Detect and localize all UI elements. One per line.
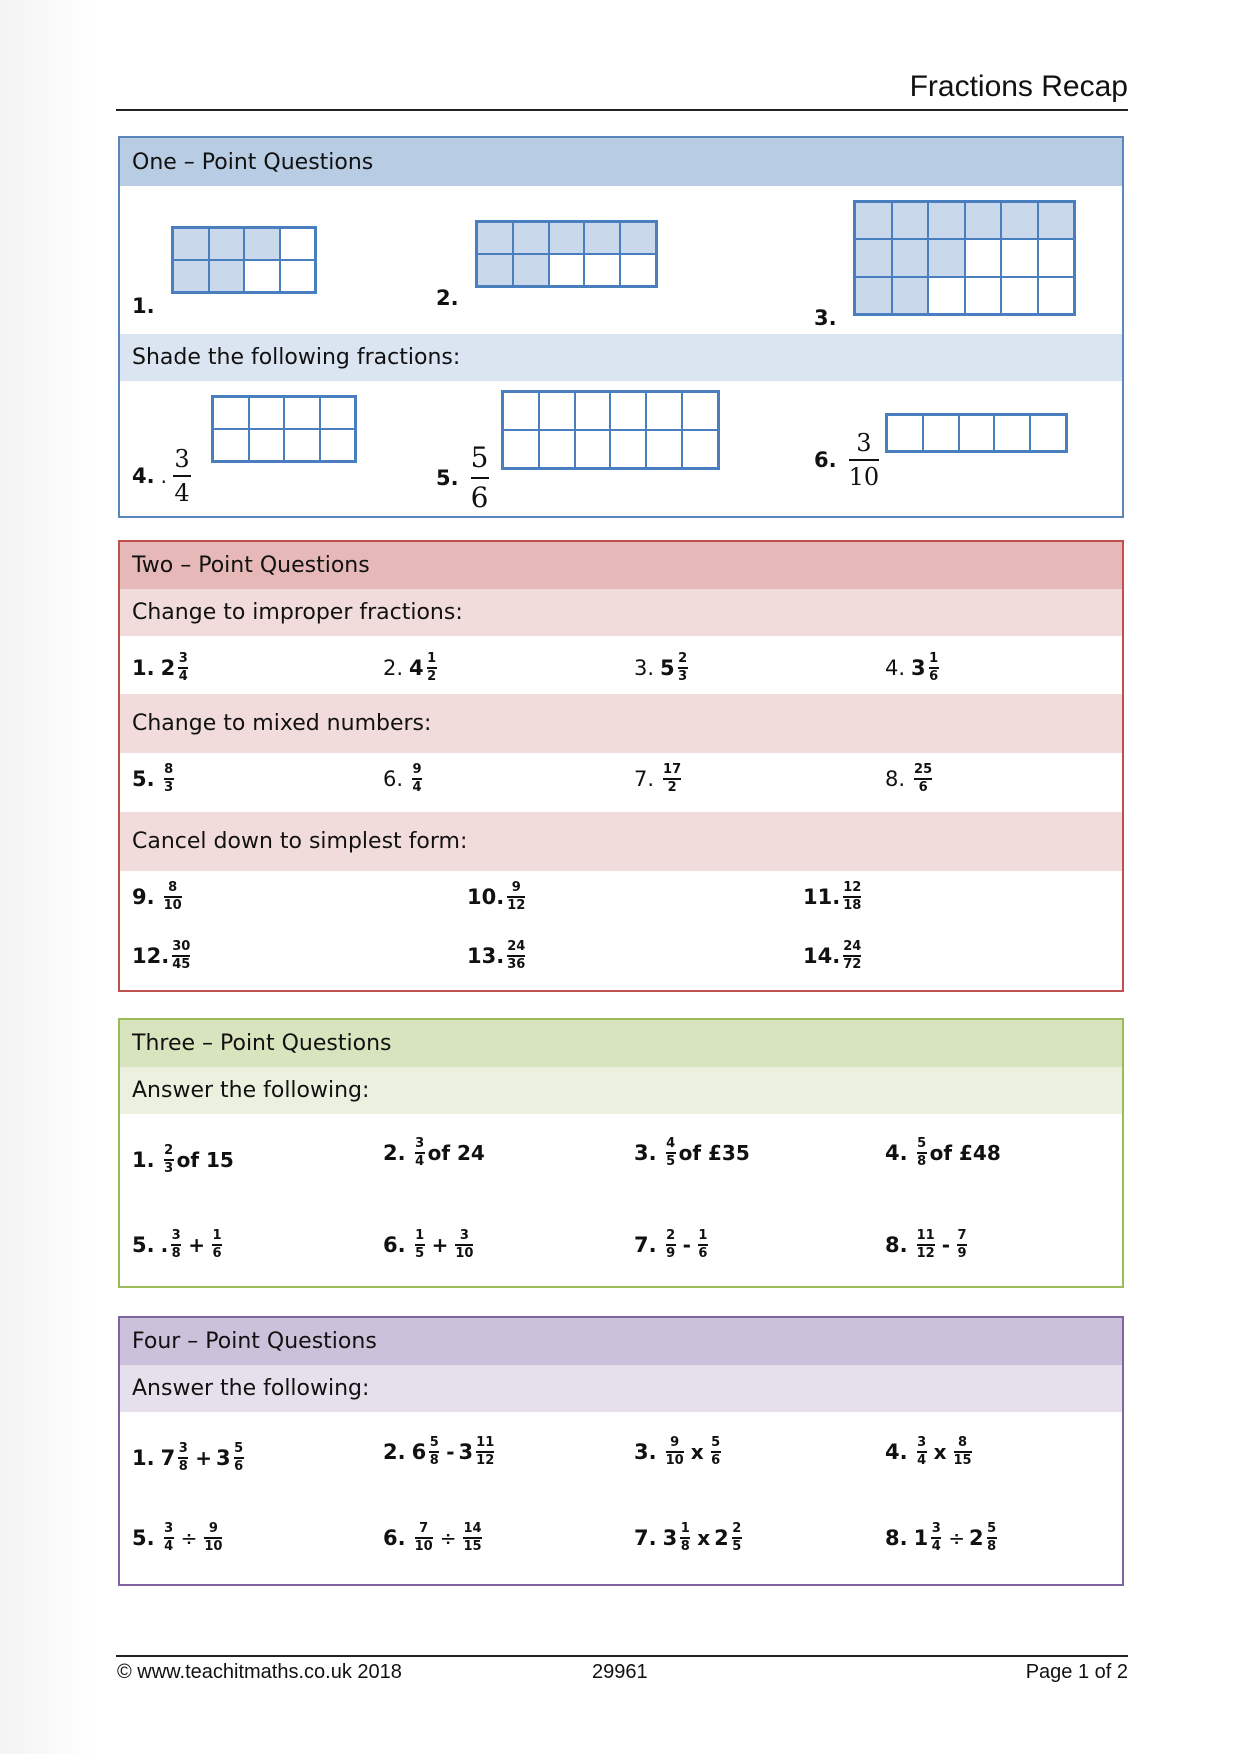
question-3 <box>814 306 843 330</box>
denominator: 4 <box>415 1153 425 1169</box>
denominator: 6 <box>918 779 928 795</box>
denominator: 12 <box>916 1245 935 1261</box>
question-number: 6. <box>383 1525 406 1550</box>
question-1 <box>132 1144 234 1176</box>
question-8 <box>885 763 935 795</box>
question-6 <box>383 1522 485 1554</box>
fraction <box>666 1229 676 1261</box>
question-10 <box>467 881 528 913</box>
instruction-text: Change to improper fractions: <box>132 600 463 625</box>
question-14 <box>803 940 864 972</box>
fraction <box>917 1436 927 1468</box>
denominator: 10 <box>204 1538 223 1554</box>
whole-part: 2 <box>160 655 176 680</box>
question-13 <box>467 940 528 972</box>
numerator: 2 <box>732 1521 742 1536</box>
question-number: 2. <box>383 655 404 680</box>
section-title: One – Point Questions <box>132 149 374 175</box>
numerator: 2 <box>164 1143 174 1158</box>
question-number: 3. <box>634 655 655 680</box>
prefix-dot: . <box>160 463 167 488</box>
question-7 <box>634 763 684 795</box>
numerator: 4 <box>666 1136 676 1151</box>
fraction <box>698 1229 708 1261</box>
fraction <box>427 652 437 684</box>
fraction <box>429 1436 439 1468</box>
numerator: 9 <box>511 880 521 895</box>
fraction <box>732 1522 742 1554</box>
operator: ÷ <box>439 1525 457 1550</box>
fraction <box>678 652 688 684</box>
fraction <box>415 1137 425 1169</box>
header-divider <box>116 109 1128 111</box>
two-point-section <box>118 540 1124 992</box>
question-number: 5. <box>132 1232 155 1257</box>
fraction-grid-q6 <box>885 413 1068 453</box>
section-title: Four – Point Questions <box>132 1329 377 1354</box>
denominator: 36 <box>507 956 526 972</box>
fraction <box>843 881 861 913</box>
numerator: 25 <box>914 762 933 777</box>
whole-part: 7 <box>160 1445 176 1470</box>
operator: x <box>933 1439 947 1464</box>
fraction-grid-q1 <box>171 226 317 294</box>
fraction <box>463 1522 481 1554</box>
question-2 <box>436 286 465 310</box>
numerator: 3 <box>917 1435 927 1450</box>
question-9 <box>132 881 185 913</box>
denominator: 15 <box>463 1538 482 1554</box>
question-number: 1. <box>132 1147 155 1172</box>
question-tail: of £48 <box>929 1140 1001 1165</box>
instruction-text: Shade the following fractions: <box>132 345 461 370</box>
fraction <box>914 763 932 795</box>
question-1 <box>132 1442 247 1474</box>
footer-divider <box>116 1655 1128 1657</box>
question-3 <box>634 1436 724 1468</box>
question-5 <box>132 763 177 795</box>
denominator: 10 <box>848 462 880 491</box>
question-6 <box>383 763 425 795</box>
denominator: 6 <box>698 1245 708 1261</box>
denominator: 5 <box>666 1153 676 1169</box>
question-1 <box>132 294 161 318</box>
numerator: 3 <box>171 1228 181 1243</box>
numerator: 1 <box>427 651 437 666</box>
improper-instruction-band <box>120 589 1122 636</box>
question-tail: of 15 <box>176 1147 234 1172</box>
numerator: 24 <box>507 939 526 954</box>
denominator: 18 <box>843 897 862 913</box>
numerator: 1 <box>698 1228 708 1243</box>
page-edge-shadow <box>0 0 96 1754</box>
question-number: 1. <box>132 1445 155 1470</box>
denominator: 8 <box>917 1153 927 1169</box>
question-number: 5. <box>436 465 459 490</box>
whole-part: 3 <box>458 1439 474 1464</box>
fraction <box>666 1436 684 1468</box>
fraction <box>666 1137 676 1169</box>
denominator: 8 <box>178 1458 188 1474</box>
instruction-text: Answer the following: <box>132 1078 370 1103</box>
question-number: 9. <box>132 884 155 909</box>
numerator: 1 <box>680 1521 690 1536</box>
question-number: 2. <box>436 286 459 310</box>
numerator: 3 <box>178 1441 188 1456</box>
denominator: 10 <box>665 1452 684 1468</box>
whole-part: 3 <box>662 1525 678 1550</box>
question-2 <box>383 1137 485 1169</box>
question-number: 5. <box>132 1525 155 1550</box>
operator: + <box>431 1232 449 1257</box>
denominator: 12 <box>507 897 526 913</box>
question-5 <box>436 442 495 514</box>
question-number: 7. <box>634 1525 657 1550</box>
question-6 <box>814 430 885 490</box>
fraction <box>507 881 525 913</box>
question-tail: of 24 <box>427 1140 485 1165</box>
numerator: 5 <box>711 1435 721 1450</box>
question-number: 2. <box>383 1439 406 1464</box>
fraction <box>929 652 939 684</box>
whole-part: 1 <box>913 1525 929 1550</box>
fraction-grid-q3 <box>853 200 1076 316</box>
operator: - <box>941 1232 950 1257</box>
numerator: 1 <box>212 1228 222 1243</box>
numerator: 8 <box>164 762 174 777</box>
denominator: 72 <box>843 956 862 972</box>
question-number: 6. <box>814 447 837 472</box>
question-6 <box>383 1229 476 1261</box>
denominator: 6 <box>234 1458 244 1474</box>
question-5 <box>132 1522 225 1554</box>
question-2 <box>383 652 440 684</box>
question-number: 3. <box>634 1140 657 1165</box>
instruction-text: Change to mixed numbers: <box>132 711 432 736</box>
question-11 <box>803 881 864 913</box>
question-number: 6. <box>383 766 404 791</box>
numerator: 5 <box>917 1136 927 1151</box>
question-number: 4. <box>132 463 155 488</box>
question-number: 8. <box>885 1525 908 1550</box>
question-number: 14. <box>803 943 841 968</box>
fraction <box>917 1229 935 1261</box>
fraction <box>412 763 422 795</box>
denominator: 10 <box>414 1538 433 1554</box>
numerator: 3 <box>415 1136 425 1151</box>
fraction <box>164 881 182 913</box>
three-point-header <box>120 1020 1122 1067</box>
question-number: 8. <box>885 766 906 791</box>
whole-part: 4 <box>409 655 424 680</box>
three-point-section <box>118 1018 1124 1288</box>
numerator: 8 <box>958 1435 968 1450</box>
whole-part: 3 <box>911 655 926 680</box>
operator: x <box>697 1525 711 1550</box>
question-5 <box>132 1229 225 1261</box>
operator: ÷ <box>948 1525 965 1550</box>
question-number: 4. <box>885 655 906 680</box>
numerator: 5 <box>234 1441 244 1456</box>
denominator: 3 <box>678 668 688 684</box>
operator: x <box>690 1439 704 1464</box>
question-4 <box>885 1137 1001 1169</box>
fraction <box>171 1229 181 1261</box>
numerator: 1 <box>929 651 939 666</box>
operator: ÷ <box>180 1525 198 1550</box>
fraction <box>178 1442 188 1474</box>
denominator: 10 <box>455 1245 474 1261</box>
mixed-instruction-band <box>120 694 1122 753</box>
footer-resource-code: 29961 <box>592 1661 648 1683</box>
question-7 <box>634 1522 745 1554</box>
denominator: 9 <box>666 1245 676 1261</box>
numerator: 9 <box>412 762 422 777</box>
one-point-header <box>120 138 1122 186</box>
question-number: 4. <box>885 1140 908 1165</box>
numerator: 14 <box>463 1521 482 1536</box>
denominator: 4 <box>412 779 422 795</box>
denominator: 15 <box>953 1452 972 1468</box>
question-number: 10. <box>467 884 505 909</box>
fraction <box>415 1522 433 1554</box>
denominator: 6 <box>929 668 939 684</box>
denominator: 5 <box>415 1245 425 1261</box>
fraction <box>415 1229 425 1261</box>
denominator: 4 <box>931 1538 941 1554</box>
whole-part: 6 <box>411 1439 427 1464</box>
question-12 <box>132 940 193 972</box>
numerator: 11 <box>476 1435 495 1450</box>
section-title: Two – Point Questions <box>132 553 370 578</box>
question-number: 2. <box>383 1140 406 1165</box>
whole-part: 3 <box>215 1445 231 1470</box>
numerator: 9 <box>208 1521 218 1536</box>
numerator: 2 <box>678 651 688 666</box>
numerator: 5 <box>987 1521 997 1536</box>
numerator: 3 <box>856 429 872 457</box>
one-point-section <box>118 136 1124 518</box>
numerator: 7 <box>419 1521 429 1536</box>
section-title: Three – Point Questions <box>132 1031 392 1056</box>
four-point-section <box>118 1316 1124 1586</box>
three-instruction-band <box>120 1067 1122 1114</box>
question-4 <box>885 1436 975 1468</box>
fraction <box>173 446 191 506</box>
numerator: 1 <box>415 1228 425 1243</box>
fraction <box>164 763 174 795</box>
denominator: 9 <box>957 1245 967 1261</box>
two-point-header <box>120 542 1122 589</box>
question-number: 6. <box>383 1232 406 1257</box>
operator: + <box>188 1232 205 1257</box>
denominator: 4 <box>917 1452 927 1468</box>
whole-part: 5 <box>660 655 675 680</box>
numerator: 12 <box>843 880 862 895</box>
fraction <box>931 1522 941 1554</box>
denominator: 10 <box>163 897 182 913</box>
operator: - <box>682 1232 691 1257</box>
fraction <box>178 652 188 684</box>
fraction <box>172 940 190 972</box>
fraction <box>954 1436 972 1468</box>
question-number: 7. <box>634 766 655 791</box>
question-number: 13. <box>467 943 505 968</box>
denominator: 8 <box>171 1245 181 1261</box>
question-tail: of £35 <box>678 1140 750 1165</box>
operator: - <box>446 1439 455 1464</box>
question-number: 5. <box>132 766 155 791</box>
numerator: 7 <box>957 1228 967 1243</box>
numerator: 5 <box>429 1435 439 1450</box>
prefix-dot: . <box>160 1232 169 1257</box>
instruction-text: Cancel down to simplest form: <box>132 829 468 854</box>
denominator: 4 <box>164 1538 174 1554</box>
denominator: 8 <box>987 1538 997 1554</box>
question-number: 1. <box>132 655 155 680</box>
fraction <box>471 442 489 514</box>
question-4 <box>132 446 197 506</box>
fraction-grid-q5 <box>501 390 720 470</box>
fraction <box>234 1442 244 1474</box>
question-number: 11. <box>803 884 841 909</box>
fraction <box>212 1229 222 1261</box>
denominator: 8 <box>429 1452 439 1468</box>
numerator: 3 <box>174 445 190 473</box>
fraction-grid-q2 <box>475 220 658 288</box>
question-8 <box>885 1522 1000 1554</box>
numerator: 24 <box>843 939 862 954</box>
denominator: 2 <box>667 779 677 795</box>
fraction <box>917 1137 927 1169</box>
denominator: 6 <box>470 480 489 514</box>
question-number: 3. <box>634 1439 657 1464</box>
denominator: 4 <box>174 478 190 507</box>
footer-copyright: © www.teachitmaths.co.uk 2018 <box>117 1661 402 1683</box>
denominator: 8 <box>680 1538 690 1554</box>
numerator: 5 <box>470 441 489 474</box>
fraction <box>849 430 880 490</box>
numerator: 2 <box>666 1228 676 1243</box>
question-number: 3. <box>814 306 837 330</box>
fraction-grid-q4 <box>211 395 357 463</box>
denominator: 4 <box>178 668 188 684</box>
denominator: 6 <box>212 1245 222 1261</box>
fraction <box>957 1229 967 1261</box>
fraction <box>987 1522 997 1554</box>
denominator: 2 <box>427 668 437 684</box>
fraction <box>663 763 681 795</box>
question-3 <box>634 1137 750 1169</box>
numerator: 11 <box>916 1228 935 1243</box>
question-number: 4. <box>885 1439 908 1464</box>
whole-part: 2 <box>714 1525 729 1550</box>
question-3 <box>634 652 691 684</box>
denominator: 3 <box>164 1160 174 1176</box>
fraction <box>843 940 861 972</box>
numerator: 3 <box>178 651 188 666</box>
fraction <box>507 940 525 972</box>
cancel-instruction-band <box>120 812 1122 871</box>
numerator: 30 <box>172 939 191 954</box>
instruction-text: Answer the following: <box>132 1376 370 1401</box>
numerator: 17 <box>663 762 682 777</box>
fraction <box>476 1436 494 1468</box>
shade-instruction-band <box>120 334 1122 381</box>
question-number: 7. <box>634 1232 657 1257</box>
question-1 <box>132 652 191 684</box>
four-instruction-band <box>120 1365 1122 1412</box>
denominator: 5 <box>732 1538 742 1554</box>
numerator: 3 <box>459 1228 469 1243</box>
fraction <box>164 1522 174 1554</box>
footer-page-number: Page 1 of 2 <box>1025 1661 1128 1683</box>
four-point-header <box>120 1318 1122 1365</box>
question-number: 8. <box>885 1232 908 1257</box>
operator: + <box>195 1445 212 1470</box>
question-8 <box>885 1229 970 1261</box>
fraction <box>455 1229 473 1261</box>
denominator: 45 <box>172 956 191 972</box>
numerator: 8 <box>168 880 178 895</box>
numerator: 3 <box>164 1521 174 1536</box>
page-title: Fractions Recap <box>909 70 1128 103</box>
numerator: 3 <box>931 1521 941 1536</box>
denominator: 12 <box>476 1452 495 1468</box>
whole-part: 2 <box>968 1525 984 1550</box>
fraction <box>711 1436 721 1468</box>
fraction <box>680 1522 690 1554</box>
fraction <box>204 1522 222 1554</box>
question-4 <box>885 652 942 684</box>
numerator: 9 <box>670 1435 680 1450</box>
question-7 <box>634 1229 711 1261</box>
fraction <box>164 1144 174 1176</box>
denominator: 6 <box>711 1452 721 1468</box>
question-2 <box>383 1436 497 1468</box>
denominator: 3 <box>164 779 174 795</box>
question-number: 12. <box>132 943 170 968</box>
question-number: 1. <box>132 294 155 318</box>
